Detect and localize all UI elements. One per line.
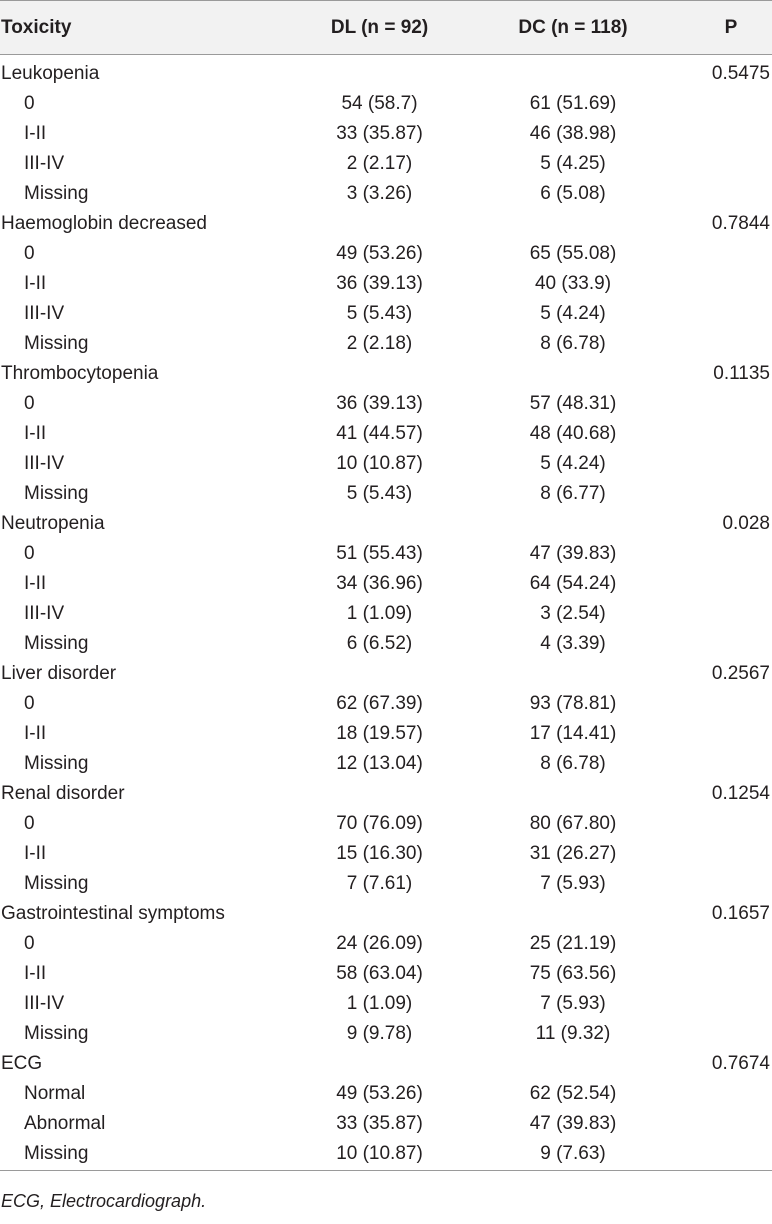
- empty-cell: [275, 659, 460, 689]
- dc-value: 61 (51.69): [529, 92, 617, 114]
- empty-cell: [660, 1139, 772, 1171]
- grade-label: III-IV: [24, 602, 65, 624]
- empty-cell: [660, 539, 772, 569]
- grade-row: [0, 869, 772, 899]
- grade-row: [0, 1139, 772, 1171]
- dc-value: 64 (54.24): [529, 572, 617, 594]
- empty-cell: [460, 55, 660, 89]
- grade-row: [0, 929, 772, 959]
- category-row: [0, 1049, 772, 1079]
- empty-cell: [460, 1049, 660, 1079]
- dc-value: 8 (6.77): [540, 482, 606, 504]
- grade-label: 0: [24, 242, 35, 264]
- dl-value: 12 (13.04): [336, 752, 423, 774]
- grade-label: Missing: [24, 332, 89, 354]
- dl-value: 70 (76.09): [336, 812, 423, 834]
- header-toxicity: Toxicity: [0, 1, 275, 55]
- dc-value: 80 (67.80): [529, 812, 617, 834]
- dl-value: 49 (53.26): [336, 1082, 423, 1104]
- grade-label: Abnormal: [24, 1112, 106, 1134]
- grade-row: [0, 1079, 772, 1109]
- grade-row: [0, 569, 772, 599]
- grade-label: Missing: [24, 182, 89, 204]
- category-name: Renal disorder: [1, 782, 125, 804]
- category-name: ECG: [1, 1052, 43, 1074]
- dc-value: 93 (78.81): [529, 692, 617, 714]
- empty-cell: [660, 569, 772, 599]
- grade-label: 0: [24, 692, 35, 714]
- dl-value: 62 (67.39): [336, 692, 423, 714]
- empty-cell: [660, 599, 772, 629]
- empty-cell: [275, 209, 460, 239]
- empty-cell: [660, 119, 772, 149]
- dc-value: 8 (6.78): [540, 332, 606, 354]
- grade-row: [0, 1109, 772, 1139]
- grade-label: III-IV: [24, 302, 65, 324]
- empty-cell: [660, 299, 772, 329]
- grade-row: [0, 599, 772, 629]
- grade-row: [0, 479, 772, 509]
- header-row: [0, 1, 772, 55]
- grade-label: Normal: [24, 1082, 86, 1104]
- dl-value: 1 (1.09): [346, 992, 413, 1014]
- p-value: 0.7674: [711, 1052, 770, 1074]
- dl-value: 1 (1.09): [346, 602, 413, 624]
- dc-value: 46 (38.98): [529, 122, 617, 144]
- dc-value: 11 (9.32): [535, 1022, 611, 1044]
- empty-cell: [660, 389, 772, 419]
- dl-value: 2 (2.18): [346, 332, 413, 354]
- grade-row: [0, 809, 772, 839]
- header-dc: DC (n = 118): [460, 1, 660, 55]
- grade-label: III-IV: [24, 992, 65, 1014]
- category-name: Gastrointestinal symptoms: [1, 902, 225, 924]
- dc-value: 17 (14.41): [529, 722, 617, 744]
- grade-row: [0, 839, 772, 869]
- grade-label: I-II: [24, 572, 47, 594]
- header-p: P: [660, 1, 772, 55]
- category-row: [0, 55, 772, 89]
- grade-row: [0, 689, 772, 719]
- grade-row: [0, 959, 772, 989]
- grade-label: I-II: [24, 272, 47, 294]
- empty-cell: [660, 1109, 772, 1139]
- grade-label: Missing: [24, 1022, 89, 1044]
- grade-row: [0, 1019, 772, 1049]
- empty-cell: [275, 1049, 460, 1079]
- empty-cell: [660, 839, 772, 869]
- dl-value: 10 (10.87): [275, 1139, 460, 1171]
- grade-row: [0, 539, 772, 569]
- empty-cell: [660, 989, 772, 1019]
- dl-value: 41 (44.57): [336, 422, 423, 444]
- empty-cell: [660, 719, 772, 749]
- category-name: Haemoglobin decreased: [1, 212, 207, 234]
- p-value: 0.5475: [711, 62, 770, 84]
- grade-label: Missing: [24, 632, 89, 654]
- grade-row: [0, 149, 772, 179]
- grade-row: [0, 119, 772, 149]
- empty-cell: [275, 55, 460, 89]
- grade-row: [0, 629, 772, 659]
- grade-row: [0, 89, 772, 119]
- grade-label: Missing: [24, 482, 89, 504]
- dc-value: 40 (33.9): [534, 272, 612, 294]
- grade-label: I-II: [24, 422, 47, 444]
- grade-label: III-IV: [24, 152, 65, 174]
- grade-label: 0: [24, 542, 35, 564]
- grade-row: [0, 239, 772, 269]
- dc-value: 48 (40.68): [529, 422, 617, 444]
- empty-cell: [660, 929, 772, 959]
- dl-value: 51 (55.43): [336, 542, 423, 564]
- dc-value: 65 (55.08): [529, 242, 617, 264]
- grade-label: 0: [24, 932, 35, 954]
- empty-cell: [660, 329, 772, 359]
- category-row: [0, 359, 772, 389]
- empty-cell: [460, 779, 660, 809]
- header-dl: DL (n = 92): [275, 1, 460, 55]
- dl-value: 2 (2.17): [346, 152, 413, 174]
- empty-cell: [660, 89, 772, 119]
- category-name: Neutropenia: [1, 512, 105, 534]
- grade-label: Missing: [24, 872, 89, 894]
- dc-value: 47 (39.83): [529, 1112, 617, 1134]
- dl-value: 15 (16.30): [336, 842, 423, 864]
- empty-cell: [660, 869, 772, 899]
- grade-row: [0, 299, 772, 329]
- dl-value: 7 (7.61): [346, 872, 413, 894]
- empty-cell: [660, 749, 772, 779]
- dc-value: 3 (2.54): [540, 602, 606, 624]
- category-name: Liver disorder: [1, 662, 117, 684]
- empty-cell: [275, 779, 460, 809]
- dl-value: 3 (3.26): [346, 182, 413, 204]
- dl-value: 10 (10.87): [336, 452, 423, 474]
- p-value: 0.1254: [711, 782, 770, 804]
- grade-label: III-IV: [24, 452, 65, 474]
- empty-cell: [660, 1079, 772, 1109]
- p-value: 0.028: [722, 512, 770, 534]
- empty-cell: [660, 629, 772, 659]
- empty-cell: [660, 689, 772, 719]
- category-row: [0, 899, 772, 929]
- empty-cell: [660, 239, 772, 269]
- dl-value: 36 (39.13): [336, 272, 423, 294]
- grade-row: [0, 419, 772, 449]
- dc-value: 25 (21.19): [529, 932, 617, 954]
- dl-value: 18 (19.57): [336, 722, 423, 744]
- grade-label: I-II: [24, 122, 47, 144]
- dc-value: 75 (63.56): [529, 962, 617, 984]
- grade-label: Missing: [0, 1139, 275, 1171]
- empty-cell: [660, 419, 772, 449]
- grade-label: I-II: [24, 842, 47, 864]
- dc-value: 7 (5.93): [540, 872, 606, 894]
- category-row: [0, 659, 772, 689]
- grade-row: [0, 989, 772, 1019]
- dl-value: 6 (6.52): [346, 632, 413, 654]
- dl-value: 54 (58.7): [341, 92, 418, 114]
- p-value: 0.2567: [711, 662, 770, 684]
- dl-value: 58 (63.04): [336, 962, 423, 984]
- empty-cell: [660, 809, 772, 839]
- grade-label: I-II: [24, 722, 47, 744]
- grade-row: [0, 449, 772, 479]
- dl-value: 36 (39.13): [336, 392, 423, 414]
- grade-label: I-II: [24, 962, 47, 984]
- dc-value: 7 (5.93): [540, 992, 606, 1014]
- empty-cell: [660, 479, 772, 509]
- dc-value: 57 (48.31): [529, 392, 617, 414]
- grade-row: [0, 329, 772, 359]
- dl-value: 5 (5.43): [346, 482, 413, 504]
- empty-cell: [460, 899, 660, 929]
- grade-label: Missing: [24, 752, 89, 774]
- table-footnote: ECG, Electrocardiograph.: [1, 1191, 207, 1211]
- grade-row: [0, 179, 772, 209]
- dc-value: 9 (7.63): [460, 1139, 660, 1171]
- grade-row: [0, 719, 772, 749]
- dc-value: 47 (39.83): [529, 542, 617, 564]
- grade-row: [0, 269, 772, 299]
- dl-value: 9 (9.78): [346, 1022, 413, 1044]
- dc-value: 5 (4.24): [540, 302, 606, 324]
- dc-value: 5 (4.24): [540, 452, 606, 474]
- empty-cell: [660, 179, 772, 209]
- category-name: Thrombocytopenia: [1, 362, 159, 384]
- grade-label: 0: [24, 812, 35, 834]
- dc-value: 5 (4.25): [540, 152, 606, 174]
- empty-cell: [660, 449, 772, 479]
- grade-row: [0, 389, 772, 419]
- category-row: [0, 779, 772, 809]
- table-header: [0, 1, 772, 55]
- dc-value: 8 (6.78): [540, 752, 606, 774]
- empty-cell: [275, 899, 460, 929]
- table-body: [0, 55, 772, 1171]
- dl-value: 24 (26.09): [336, 932, 423, 954]
- dc-value: 4 (3.39): [540, 632, 606, 654]
- dl-value: 33 (35.87): [336, 122, 423, 144]
- dl-value: 33 (35.87): [336, 1112, 423, 1134]
- category-row: [0, 209, 772, 239]
- empty-cell: [460, 659, 660, 689]
- category-row: [0, 509, 772, 539]
- dl-value: 5 (5.43): [346, 302, 413, 324]
- empty-cell: [460, 509, 660, 539]
- empty-cell: [660, 959, 772, 989]
- p-value: 0.7844: [711, 212, 770, 234]
- empty-cell: [460, 359, 660, 389]
- dl-value: 49 (53.26): [336, 242, 423, 264]
- p-value: 0.1657: [711, 902, 770, 924]
- grade-label: 0: [24, 92, 35, 114]
- dc-value: 62 (52.54): [529, 1082, 617, 1104]
- grade-label: 0: [24, 392, 35, 414]
- empty-cell: [660, 1019, 772, 1049]
- empty-cell: [275, 359, 460, 389]
- empty-cell: [660, 269, 772, 299]
- empty-cell: [660, 149, 772, 179]
- dl-value: 34 (36.96): [336, 572, 423, 594]
- dc-value: 31 (26.27): [529, 842, 617, 864]
- dc-value: 6 (5.08): [540, 182, 606, 204]
- empty-cell: [275, 509, 460, 539]
- p-value: 0.1135: [713, 362, 770, 384]
- empty-cell: [460, 209, 660, 239]
- category-name: Leukopenia: [1, 62, 100, 84]
- grade-row: [0, 749, 772, 779]
